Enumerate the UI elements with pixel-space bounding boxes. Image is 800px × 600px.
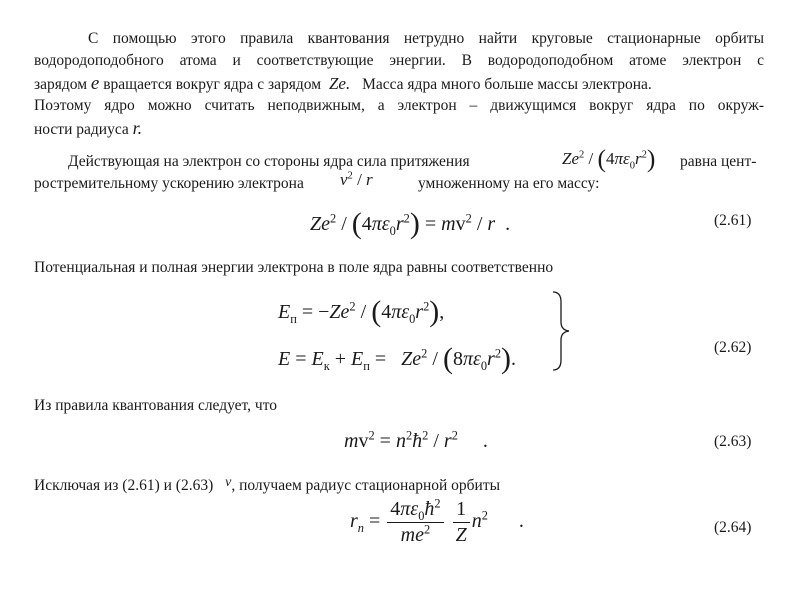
para1-line1: С помощью этого правила квантования нетрудно найти круговые стационарные орбиты xyxy=(88,30,764,47)
equation-number-2-62: (2.62) xyxy=(714,339,752,356)
fraction-2-64-a: $\frac{4\pi\varepsilon_0ħ^2}{me^2}$ xyxy=(387,498,443,547)
equation-number-2-63: (2.63) xyxy=(714,433,752,450)
equation-2-63: $mv^2$ = $n^2ħ^2 / r^2$ . xyxy=(344,428,488,452)
right-brace xyxy=(550,290,572,372)
equation-2-62-potential: $E_п = -Ze^2 / (4\pi\varepsilon_0r^2)$, xyxy=(278,295,445,328)
equation-number-2-64: (2.64) xyxy=(714,519,752,536)
equation-2-64: $r_n$ = $\frac{4\pi\varepsilon_0ħ^2}{me^2}$ $\frac{1}{Z}$ $n^2$ . xyxy=(350,496,524,546)
para1-line3: зарядом e вращается вокруг ядра с зарядом Ze. Масса ядра много больше массы электрона. xyxy=(34,73,652,94)
para2-line2-b: умноженному на его массу: xyxy=(418,175,600,192)
para1-line2: водородоподобного атома и соответствующие энергии. В водородоподобном атоме электрон с xyxy=(34,52,764,69)
para2-line2-a: ростремительному ускорению электрона xyxy=(34,175,304,192)
equation-number-2-61: (2.61) xyxy=(714,212,752,229)
para5: Исключая из (2.61) и (2.63) v, получаем радиус стационарной орбиты xyxy=(34,475,501,494)
para1-line5: ности радиуса r. xyxy=(34,118,143,138)
para3: Потенциальная и полная энергии электрона в поле ядра равны соответственно xyxy=(34,259,554,276)
para2-line1-a: Действующая на электрон со стороны ядра сила притяжения xyxy=(68,153,470,170)
fraction-2-64-b: $\frac{1}{Z}$ xyxy=(453,498,470,547)
formula-centripetal: $v^2$ / r xyxy=(340,170,373,189)
equation-2-62-total: $E = E_к + E_п = Ze^2 / (8\pi\varepsilon_0r^2)$. xyxy=(278,342,517,375)
para2-line1-b: равна цент- xyxy=(680,153,757,170)
equation-2-61: $Ze^2 / (4\pi\varepsilon_0r^2) = mv^2 / r$ . xyxy=(310,207,511,240)
para4: Из правила квантования следует, что xyxy=(34,397,278,414)
formula-coulomb-force: $Ze^2 / (4\pi\varepsilon_0r^2)$ xyxy=(562,144,656,173)
para1-line4: Поэтому ядро можно считать неподвижным, а электрон – движущимся вокруг ядра по окруж- xyxy=(34,97,764,114)
